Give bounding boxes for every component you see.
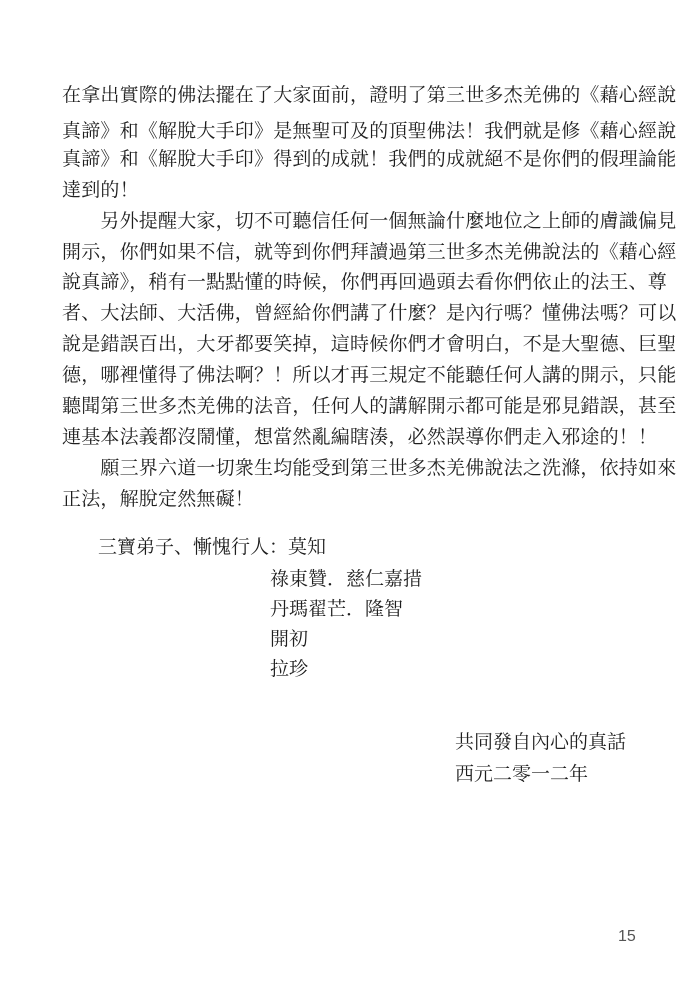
closing-date: 西元二零一二年 [455, 763, 589, 785]
body-line: 真諦》和《解脫大手印》是無聖可及的頂聖佛法！我們就是修《藉心經說 [62, 120, 677, 142]
signatory-name: 祿東贊．慈仁嘉措 [270, 568, 423, 590]
signatory-name: 丹瑪翟芒．隆智 [270, 598, 404, 620]
body-line: 另外提醒大家，切不可聽信任何一個無論什麼地位之上師的膚識偏見 [62, 210, 677, 232]
body-line: 說真諦》，稍有一點點懂的時候，你們再回過頭去看你們依止的法王、尊 [62, 271, 667, 293]
body-line: 達到的！ [62, 179, 139, 201]
body-line: 連基本法義都沒鬧懂，想當然亂編瞎湊，必然誤導你們走入邪途的！！ [62, 426, 658, 448]
signatory-name: 拉珍 [270, 658, 309, 680]
body-line: 正法，解脫定然無礙！ [62, 488, 255, 510]
body-line: 在拿出實際的佛法擺在了大家面前，證明了第三世多杰羌佛的《藉心經說 [62, 84, 677, 106]
body-line: 真諦》和《解脫大手印》得到的成就！我們的成就絕不是你們的假理論能 [62, 148, 677, 170]
body-line: 者、大法師、大活佛，曾經給你們講了什麼？是內行嗎？懂佛法嗎？可以 [62, 302, 677, 324]
signatory-intro: 三寶弟子、慚愧行人：莫知 [98, 536, 327, 558]
body-line: 開示，你們如果不信，就等到你們拜讀過第三世多杰羌佛說法的《藉心經 [62, 241, 677, 263]
body-line: 說是錯誤百出，大牙都要笑掉，這時候你們才會明白，不是大聖德、巨聖 [62, 333, 677, 355]
signatory-name: 開初 [270, 628, 309, 650]
body-line: 聽聞第三世多杰羌佛的法音，任何人的講解開示都可能是邪見錯誤，甚至 [62, 395, 677, 417]
closing-statement: 共同發自內心的真話 [455, 731, 627, 753]
body-line: 願三界六道一切衆生均能受到第三世多杰羌佛說法之洗滌，依持如來 [62, 457, 677, 479]
body-line: 德，哪裡懂得了佛法啊？！所以才再三規定不能聽任何人講的開示，只能 [62, 364, 677, 386]
page-number: 15 [618, 928, 636, 945]
